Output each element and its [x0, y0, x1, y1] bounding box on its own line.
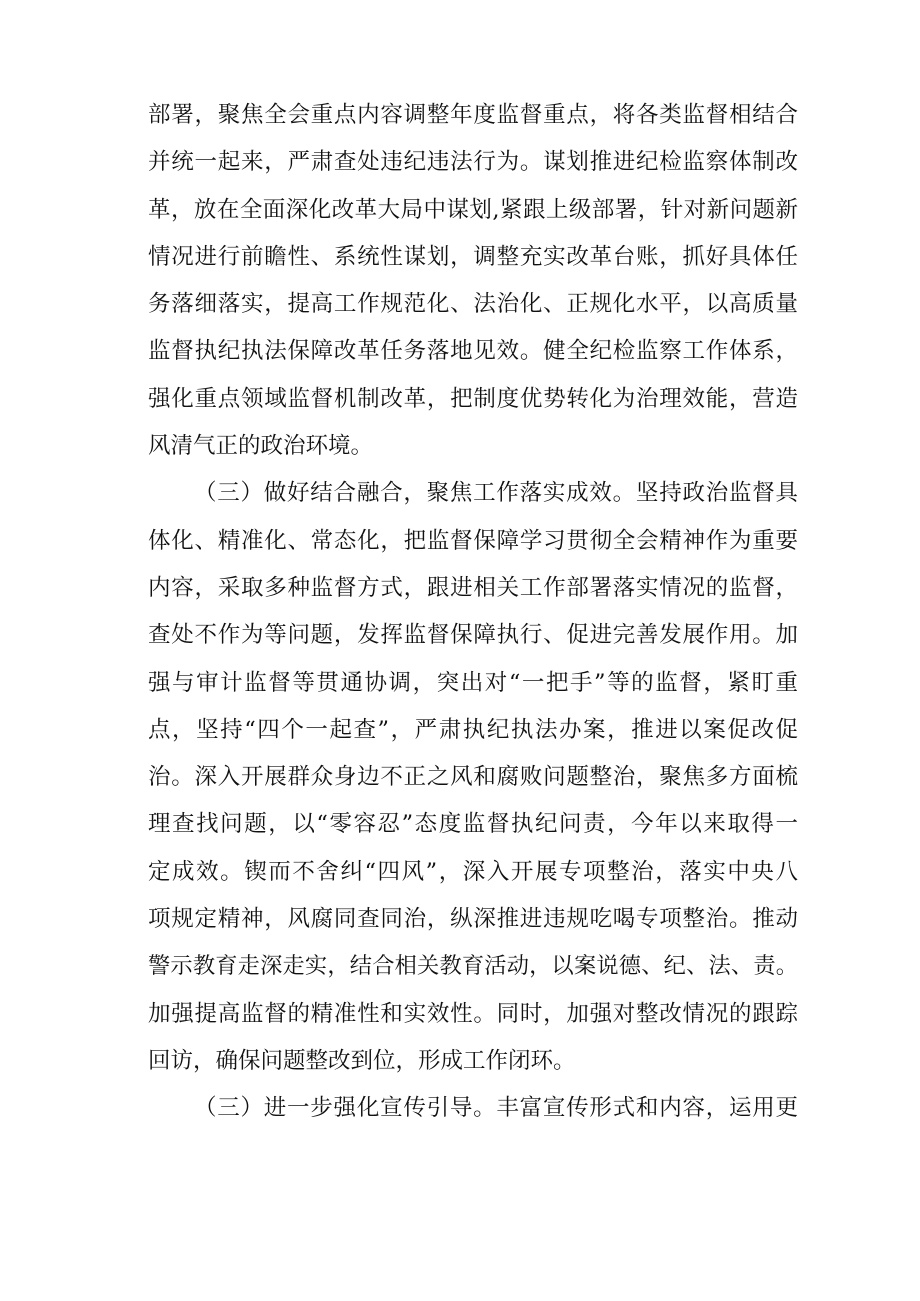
document-body: [148, 92, 798, 1133]
text-line: 务落细落实，提高工作规范化、法治化、正规化水平，以高质量: [148, 291, 798, 318]
text-line: 点，坚持“四个一起查”，严肃执纪执法办案，推进以案促改促: [148, 716, 798, 743]
section-heading-line: （三）做好结合融合，聚焦工作落实成效。坚持政治监督具: [194, 480, 798, 507]
text-line: 理查找问题，以“零容忍”态度监督执纪问责，今年以来取得一: [148, 811, 798, 838]
text-line: 治。深入开展群众身边不正之风和腐败问题整治，聚焦多方面梳: [148, 764, 798, 791]
text-line: 项规定精神，风腐同查同治，纵深推进违规吃喝专项整治。推动: [148, 906, 798, 933]
text-line: 并统一起来，严肃查处违纪违法行为。谋划推进纪检监察体制改: [148, 149, 798, 176]
text-line: 部署，聚焦全会重点内容调整年度监督重点，将各类监督相结合: [148, 102, 798, 128]
section-heading-line: （三）进一步强化宣传引导。丰富宣传形式和内容，运用更: [194, 1095, 798, 1122]
text-line: 强与审计监督等贯通协调，突出对“一把手”等的监督，紧盯重: [148, 669, 798, 696]
paragraph: [148, 1085, 798, 1132]
text-line: 查处不作为等问题，发挥监督保障执行、促进完善发展作用。加: [148, 622, 798, 649]
paragraph: [148, 92, 798, 470]
text-line: 回访，确保问题整改到位，形成工作闭环。: [148, 1047, 576, 1074]
text-line: 监督执纪执法保障改革任务落地见效。健全纪检监察工作体系，: [148, 338, 798, 365]
text-line: 强化重点领域监督机制改革，把制度优势转化为治理效能，营造: [148, 385, 798, 412]
text-line: 加强提高监督的精准性和实效性。同时，加强对整改情况的跟踪: [148, 1000, 798, 1027]
text-line: 警示教育走深走实，结合相关教育活动，以案说德、纪、法、责。: [148, 953, 798, 980]
text-line: 风清气正的政治环境。: [148, 433, 374, 460]
text-line: 情况进行前瞻性、系统性谋划，调整充实改革台账，抓好具体任: [148, 243, 798, 270]
paragraph: [148, 470, 798, 1085]
text-line: 体化、精准化、常态化，把监督保障学习贯彻全会精神作为重要: [148, 527, 798, 554]
text-line: 定成效。锲而不舍纠“四风”，深入开展专项整治，落实中央八: [148, 858, 798, 885]
text-line: 革，放在全面深化改革大局中谋划,紧跟上级部署，针对新问题新: [148, 196, 798, 223]
text-line: 内容，采取多种监督方式，跟进相关工作部署落实情况的监督，: [148, 574, 798, 601]
